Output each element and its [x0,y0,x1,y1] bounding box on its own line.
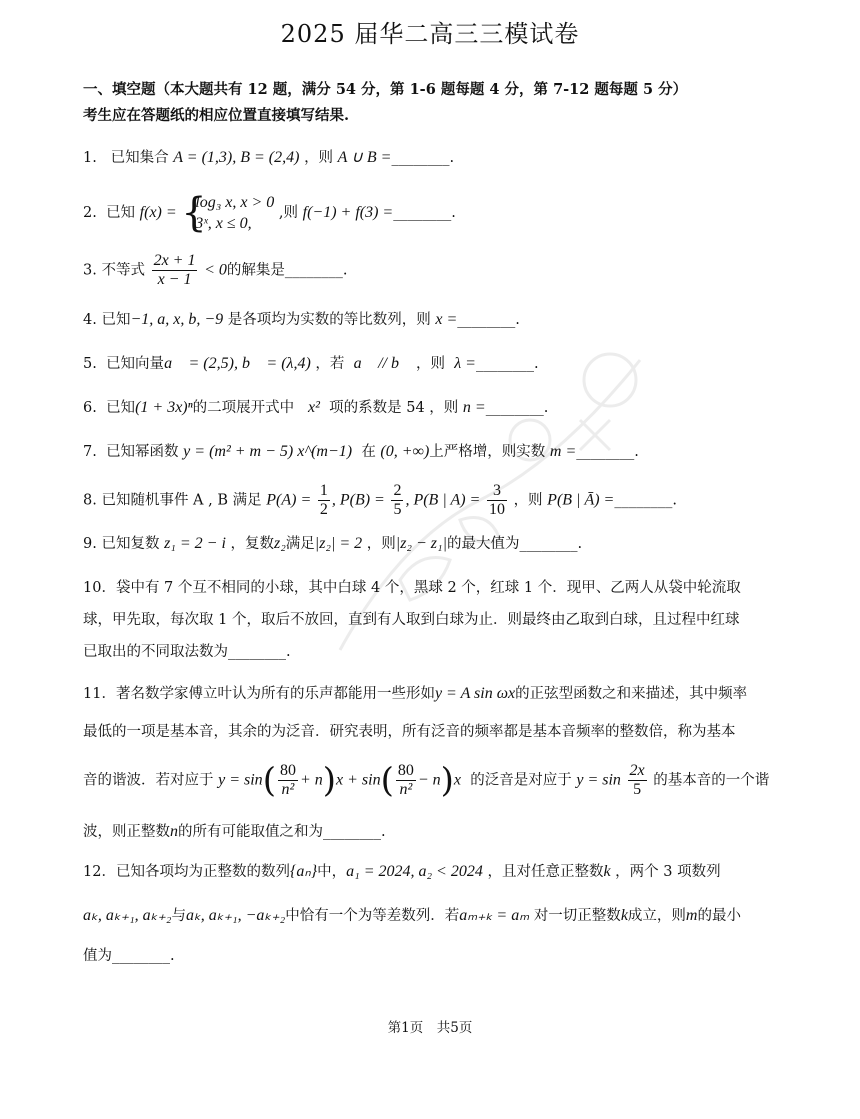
question-text: 11．著名数学家傅立叶认为所有的乐声都能用一些形如 [83,686,435,702]
math-expression: − n [417,771,441,789]
fraction [396,762,416,799]
piecewise-function [181,192,274,234]
question-number: 3. [83,262,97,279]
math-expression: |z₂ − z₁| [395,535,447,552]
question-text: 的最小 [697,908,741,924]
question-text: ，两个 3 项数列 [615,864,721,880]
answer-blank: ________. [393,205,456,221]
question-10-line-2: 球，甲先取，每次取 1 个，取后不放回，直到有人取到白球为止．则最终由乙取到白球，且过程中红球 [83,612,740,628]
sequence: {aₙ} [289,863,318,880]
question-number: 6. [83,400,97,416]
denominator: n² [281,781,295,798]
question-number: 8. [83,492,97,509]
prob-a: P(A) = [266,491,312,509]
question-12-line-1 [83,862,721,882]
question-1 [83,148,454,168]
question-6 [83,398,548,418]
z2: z₂ [274,535,286,552]
question-text: ,则 [278,205,299,221]
section-heading: 一、填空题（本大题共有 12 题，满分 54 分，第 1-6 题每题 4 分，第 7-12 题每题 5 分） [83,81,688,98]
math-expression: P(B | Ā) = [547,491,615,509]
question-text: 在 [361,444,376,460]
answer-blank: ________. [228,644,291,660]
question-number: 7. [83,444,97,460]
question-number: 1. [83,150,97,166]
question-5 [83,354,539,374]
question-text: 的基本音的一个谐 [653,772,770,789]
prob-b-given-a: , P(B | A) = [405,491,481,509]
question-9 [83,534,582,554]
question-text: 对一切正整数 [533,908,621,924]
question-text: 已知集合 [110,150,169,166]
question-text: ，复数 [230,536,274,552]
math-expression: A ∪ B = [337,149,392,166]
numerator: 2x + 1 [153,252,196,269]
condition: a₁ = 2024, a₂ < 2024 [346,863,483,880]
fraction [318,482,330,519]
z1: z₁ = 2 − i [164,535,226,552]
answer-blank: ________. [614,492,677,509]
fraction [487,482,507,519]
math-expression: + n [299,771,323,789]
fraction [278,762,298,799]
question-2 [83,192,456,234]
math-expression: y = sin [218,771,263,789]
left-paren: ( [262,760,276,801]
question-12-line-2 [83,906,741,926]
numerator: 80 [397,762,414,779]
question-text: 已知复数 [101,536,160,552]
question-text: 成立，则 [627,908,686,924]
section-instruction: 考生应在答题纸的相应位置直接填写结果. [83,107,350,124]
question-text: ，则 [304,150,334,166]
variable: x = [435,311,458,328]
question-8 [83,482,677,519]
math-expression: y = (m² + m − 5) x^(m−1) [183,443,353,460]
denominator: n² [399,781,413,798]
numerator: 1 [319,482,328,499]
answer-blank: ________. [475,356,539,372]
question-12-line-3 [83,946,175,966]
relation: < 0 [204,261,227,279]
term: x² [307,399,320,416]
math-expression: (1 + 3x)ⁿ [135,399,193,416]
numerator: 3 [487,482,507,501]
fraction [391,482,403,519]
parallel-condition: a⃗ // b⃗ [353,355,412,372]
question-4 [83,310,520,330]
question-text: 12．已知各项均为正整数的数列 [83,864,290,880]
question-number: 2. [83,205,97,221]
variable: k [603,863,611,880]
question-text: ，且对任意正整数 [487,864,604,880]
prob-b: , P(B) = [331,491,385,509]
question-text: 已知 [101,312,131,328]
variable: n [170,823,178,840]
right-paren: ) [440,760,454,801]
math-expression: x [453,771,462,789]
question-text: 不等式 [101,262,145,279]
question-text: ，若 [315,356,345,372]
question-text: 的所有可能取值之和为 [178,824,323,840]
brace-glyph: { [181,190,207,236]
question-text: 已知 [106,400,136,416]
question-7 [83,442,639,462]
answer-blank: ________. [323,824,386,840]
math-expression: a⃗ = (2,5), b⃗ = (λ,4) [164,355,311,372]
condition: |z₂| = 2 [314,535,363,552]
question-11-line-1 [83,684,747,704]
function-name: f(x) = [139,204,177,221]
numerator: 2 [393,482,402,499]
question-text: 的正弦型函数之和来描述，其中频率 [515,686,748,702]
question-text: 波，则正整数 [83,824,170,840]
question-3 [83,252,347,289]
denominator: 10 [488,501,505,518]
question-text: ，则 [513,492,543,509]
question-11-line-2: 最低的一项是基本音，其余的为泛音．研究表明，所有泛音的频率都是基本音频率的整数倍，称为基本 [83,724,736,740]
question-text: 是各项均为实数的等比数列，则 [227,312,431,328]
fraction [152,252,198,289]
question-10-line-3 [83,642,291,662]
page-footer: 第1页 共5页 [387,1020,473,1036]
answer-blank: ________. [519,536,583,552]
answer-blank: ________. [576,444,639,460]
denominator: 2 [319,501,328,518]
sequence: −1, a, x, b, −9 [130,311,224,328]
answer-blank: ________. [457,312,520,328]
answer-blank: ________. [284,262,348,279]
answer-blank: ________. [112,948,175,964]
question-text: 中， [317,864,347,880]
left-paren: ( [380,760,394,801]
question-text: 的最大值为 [446,536,520,552]
answer-blank: ________. [391,150,455,166]
question-text: 项的系数是 54 ，则 [329,400,459,416]
denominator: x − 1 [157,271,192,288]
right-paren: ) [322,760,337,801]
sequence-2: aₖ, aₖ₊₁, −aₖ₊₂ [185,907,286,924]
question-text: 已知 [106,205,136,221]
question-text: ，则 [366,536,396,552]
variable: λ = [454,355,476,372]
variable: k [620,907,628,924]
question-text: 与 [171,908,186,924]
question-number: 5. [83,356,97,372]
question-text: 中恰有一个为等差数列．若 [285,908,460,924]
fraction [628,762,647,799]
math-expression: y = A sin ωx [434,685,516,702]
math-expression: y = sin [576,771,621,789]
numerator: 80 [279,762,296,779]
interval: (0, +∞) [380,443,430,460]
question-text: 满足 [285,536,315,552]
question-11-line-4 [83,822,386,842]
exam-title: 2025 届华二高三三模试卷 [280,20,580,48]
question-11-line-3 [83,762,769,799]
math-expression: f(−1) + f(3) = [302,204,394,221]
question-text: 的解集是 [226,262,285,279]
math-expression: A = (1,3), B = (2,4) [173,149,300,166]
question-10-line-1: 10．袋中有 7 个互不相同的小球，其中白球 4 个，黑球 2 个，红球 1 个．现甲、乙两人从袋中轮流取 [83,580,741,596]
case-2: 3ˣ, x ≤ 0, [195,215,252,232]
question-text: 的泛音是对应于 [470,772,572,789]
question-text: 上严格增，则实数 [429,444,546,460]
answer-blank: ________. [485,400,549,416]
question-text: 值为 [83,948,112,964]
question-text: 已取出的不同取法数为 [83,644,228,660]
question-number: 4. [83,312,97,328]
numerator: 2x [629,762,645,779]
question-text: 已知向量 [106,356,165,372]
question-number: 9. [83,536,97,552]
question-text: 音的谐波．若对应于 [83,772,214,789]
sequence-1: aₖ, aₖ₊₁, aₖ₊₂ [83,907,172,924]
question-text: 的二项展开式中 [192,400,295,416]
equation: aₘ₊ₖ = aₘ [459,907,530,924]
math-expression: x + sin [336,771,381,789]
denominator: 5 [633,781,642,798]
variable: m [685,907,698,924]
denominator: 5 [393,501,402,518]
variable: m = [549,443,577,460]
question-text: 已知随机事件 A , B 满足 [101,492,262,509]
variable: n = [462,399,486,416]
case-1: log₃ x, x > 0 [195,194,275,211]
question-text: 已知幂函数 [106,444,179,460]
question-text: ，则 [416,356,446,372]
